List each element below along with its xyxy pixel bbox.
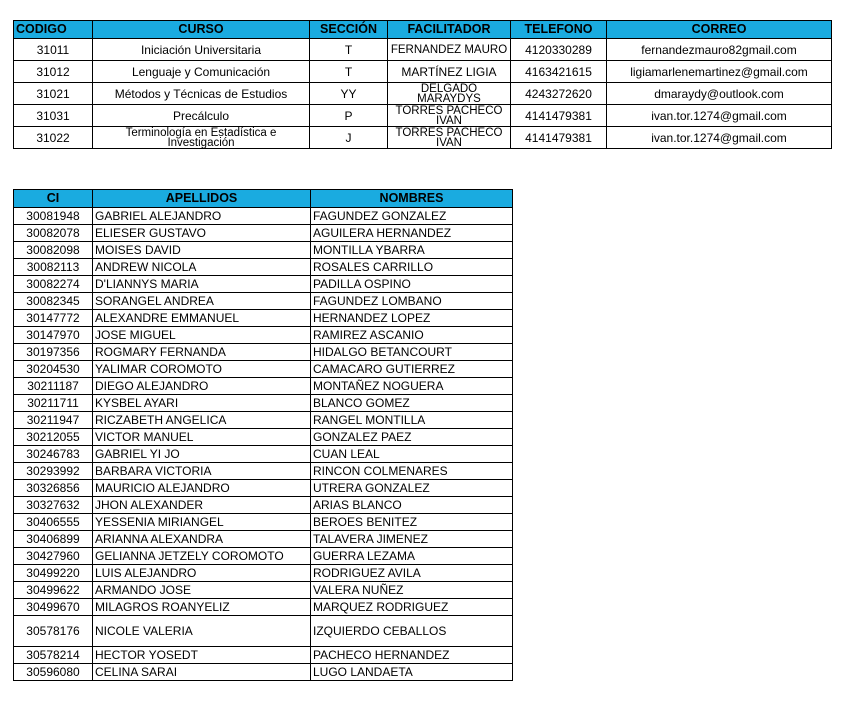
student-apellidos: YALIMAR COROMOTO bbox=[93, 361, 311, 378]
course-facilitador: TORRES PACHECO IVAN bbox=[388, 105, 511, 127]
student-nombres: PADILLA OSPINO bbox=[311, 276, 513, 293]
student-apellidos: MAURICIO ALEJANDRO bbox=[93, 480, 311, 497]
student-ci: 30326856 bbox=[14, 480, 93, 497]
student-nombres: GUERRA LEZAMA bbox=[311, 548, 513, 565]
student-nombres: CUAN LEAL bbox=[311, 446, 513, 463]
student-nombres: FAGUNDEZ LOMBANO bbox=[311, 293, 513, 310]
course-curso: Terminología en Estadística e Investigación bbox=[93, 127, 310, 149]
course-correo: ivan.tor.1274@gmail.com bbox=[607, 105, 832, 127]
student-nombres: FAGUNDEZ GONZALEZ bbox=[311, 208, 513, 225]
student-ci: 30147970 bbox=[14, 327, 93, 344]
student-ci: 30204530 bbox=[14, 361, 93, 378]
student-apellidos: GELIANNA JETZELY COROMOTO bbox=[93, 548, 311, 565]
student-row bbox=[14, 208, 513, 225]
header-correo: CORREO bbox=[607, 21, 832, 39]
header-nombres: NOMBRES bbox=[311, 190, 513, 208]
student-nombres: AGUILERA HERNANDEZ bbox=[311, 225, 513, 242]
student-nombres: ARIAS BLANCO bbox=[311, 497, 513, 514]
course-seccion: YY bbox=[310, 83, 388, 105]
student-nombres: GONZALEZ PAEZ bbox=[311, 429, 513, 446]
student-apellidos: JOSE MIGUEL bbox=[93, 327, 311, 344]
student-apellidos: SORANGEL ANDREA bbox=[93, 293, 311, 310]
students-header-row bbox=[14, 190, 513, 208]
course-codigo: 31021 bbox=[14, 83, 93, 105]
student-ci: 30293992 bbox=[14, 463, 93, 480]
students-table bbox=[13, 189, 513, 681]
student-ci: 30499622 bbox=[14, 582, 93, 599]
course-codigo: 31011 bbox=[14, 39, 93, 61]
student-nombres: BEROES BENITEZ bbox=[311, 514, 513, 531]
student-apellidos: VICTOR MANUEL bbox=[93, 429, 311, 446]
student-row bbox=[14, 497, 513, 514]
student-ci: 30406899 bbox=[14, 531, 93, 548]
student-ci: 30147772 bbox=[14, 310, 93, 327]
course-seccion: T bbox=[310, 39, 388, 61]
student-apellidos: HECTOR YOSEDT bbox=[93, 647, 311, 664]
student-nombres: LUGO LANDAETA bbox=[311, 664, 513, 681]
student-ci: 30082345 bbox=[14, 293, 93, 310]
student-ci: 30211947 bbox=[14, 412, 93, 429]
student-ci: 30578176 bbox=[14, 616, 93, 647]
student-apellidos: GABRIEL YI JO bbox=[93, 446, 311, 463]
student-ci: 30211187 bbox=[14, 378, 93, 395]
header-seccion: SECCIÓN bbox=[310, 21, 388, 39]
header-apellidos: APELLIDOS bbox=[93, 190, 311, 208]
course-seccion: J bbox=[310, 127, 388, 149]
course-facilitador: DELGADO MARAYDYS bbox=[388, 83, 511, 105]
course-facilitador: TORRES PACHECO IVAN bbox=[388, 127, 511, 149]
course-row bbox=[14, 127, 832, 149]
course-telefono: 4141479381 bbox=[511, 105, 607, 127]
student-row bbox=[14, 531, 513, 548]
course-correo: ligiamarlenemartinez@gmail.com bbox=[607, 61, 832, 83]
student-apellidos: YESSENIA MIRIANGEL bbox=[93, 514, 311, 531]
students-body bbox=[14, 208, 513, 681]
course-row bbox=[14, 39, 832, 61]
course-telefono: 4141479381 bbox=[511, 127, 607, 149]
student-row bbox=[14, 395, 513, 412]
student-apellidos: ELIESER GUSTAVO bbox=[93, 225, 311, 242]
student-apellidos: LUIS ALEJANDRO bbox=[93, 565, 311, 582]
courses-header-row bbox=[14, 21, 832, 39]
student-ci: 30082274 bbox=[14, 276, 93, 293]
student-row bbox=[14, 429, 513, 446]
student-row bbox=[14, 446, 513, 463]
student-ci: 30596080 bbox=[14, 664, 93, 681]
header-telefono: TELEFONO bbox=[511, 21, 607, 39]
student-ci: 30499220 bbox=[14, 565, 93, 582]
student-nombres: HIDALGO BETANCOURT bbox=[311, 344, 513, 361]
student-apellidos: ARIANNA ALEXANDRA bbox=[93, 531, 311, 548]
student-row bbox=[14, 664, 513, 681]
student-ci: 30578214 bbox=[14, 647, 93, 664]
student-row bbox=[14, 310, 513, 327]
student-row bbox=[14, 293, 513, 310]
course-facilitador: FERNANDEZ MAURO bbox=[388, 39, 511, 61]
course-row bbox=[14, 61, 832, 83]
student-apellidos: NICOLE VALERIA bbox=[93, 616, 311, 647]
course-curso: Iniciación Universitaria bbox=[93, 39, 310, 61]
header-codigo: CODIGO bbox=[14, 21, 93, 39]
student-nombres: MONTAÑEZ NOGUERA bbox=[311, 378, 513, 395]
course-seccion: T bbox=[310, 61, 388, 83]
student-apellidos: GABRIEL ALEJANDRO bbox=[93, 208, 311, 225]
student-row bbox=[14, 225, 513, 242]
student-row bbox=[14, 242, 513, 259]
student-row bbox=[14, 582, 513, 599]
student-row bbox=[14, 599, 513, 616]
student-nombres: PACHECO HERNANDEZ bbox=[311, 647, 513, 664]
student-row bbox=[14, 344, 513, 361]
course-seccion: P bbox=[310, 105, 388, 127]
student-row bbox=[14, 463, 513, 480]
student-nombres: UTRERA GONZALEZ bbox=[311, 480, 513, 497]
student-nombres: RINCON COLMENARES bbox=[311, 463, 513, 480]
student-ci: 30406555 bbox=[14, 514, 93, 531]
student-apellidos: MILAGROS ROANYELIZ bbox=[93, 599, 311, 616]
student-nombres: IZQUIERDO CEBALLOS bbox=[311, 616, 513, 647]
student-row bbox=[14, 548, 513, 565]
student-row bbox=[14, 480, 513, 497]
course-curso: Métodos y Técnicas de Estudios bbox=[93, 83, 310, 105]
student-ci: 30212055 bbox=[14, 429, 93, 446]
student-ci: 30427960 bbox=[14, 548, 93, 565]
student-row bbox=[14, 276, 513, 293]
student-row bbox=[14, 327, 513, 344]
course-correo: dmaraydy@outlook.com bbox=[607, 83, 832, 105]
course-codigo: 31022 bbox=[14, 127, 93, 149]
course-codigo: 31012 bbox=[14, 61, 93, 83]
course-telefono: 4163421615 bbox=[511, 61, 607, 83]
student-nombres: BLANCO GOMEZ bbox=[311, 395, 513, 412]
course-correo: fernandezmauro82gmail.com bbox=[607, 39, 832, 61]
student-apellidos: RICZABETH ANGELICA bbox=[93, 412, 311, 429]
student-nombres: RODRIGUEZ AVILA bbox=[311, 565, 513, 582]
student-ci: 30081948 bbox=[14, 208, 93, 225]
student-row bbox=[14, 378, 513, 395]
student-apellidos: KYSBEL AYARI bbox=[93, 395, 311, 412]
courses-table bbox=[13, 20, 832, 149]
student-apellidos: D'LIANNYS MARIA bbox=[93, 276, 311, 293]
header-curso: CURSO bbox=[93, 21, 310, 39]
student-ci: 30082078 bbox=[14, 225, 93, 242]
student-apellidos: BARBARA VICTORIA bbox=[93, 463, 311, 480]
student-nombres: RANGEL MONTILLA bbox=[311, 412, 513, 429]
course-row bbox=[14, 83, 832, 105]
student-nombres: MARQUEZ RODRIGUEZ bbox=[311, 599, 513, 616]
student-row bbox=[14, 361, 513, 378]
student-row bbox=[14, 514, 513, 531]
student-row bbox=[14, 412, 513, 429]
course-correo: ivan.tor.1274@gmail.com bbox=[607, 127, 832, 149]
student-apellidos: ROGMARY FERNANDA bbox=[93, 344, 311, 361]
student-apellidos: ARMANDO JOSE bbox=[93, 582, 311, 599]
student-nombres: HERNANDEZ LOPEZ bbox=[311, 310, 513, 327]
student-ci: 30211711 bbox=[14, 395, 93, 412]
student-ci: 30327632 bbox=[14, 497, 93, 514]
student-apellidos: MOISES DAVID bbox=[93, 242, 311, 259]
header-ci: CI bbox=[14, 190, 93, 208]
student-ci: 30246783 bbox=[14, 446, 93, 463]
student-row bbox=[14, 259, 513, 276]
student-nombres: ROSALES CARRILLO bbox=[311, 259, 513, 276]
course-facilitador: MARTÍNEZ LIGIA bbox=[388, 61, 511, 83]
course-curso: Lenguaje y Comunicación bbox=[93, 61, 310, 83]
student-row bbox=[14, 616, 513, 647]
student-apellidos: CELINA SARAI bbox=[93, 664, 311, 681]
student-apellidos: ALEXANDRE EMMANUEL bbox=[93, 310, 311, 327]
student-apellidos: ANDREW NICOLA bbox=[93, 259, 311, 276]
student-nombres: TALAVERA JIMENEZ bbox=[311, 531, 513, 548]
student-ci: 30082098 bbox=[14, 242, 93, 259]
student-ci: 30082113 bbox=[14, 259, 93, 276]
student-ci: 30499670 bbox=[14, 599, 93, 616]
header-facilitador: FACILITADOR bbox=[388, 21, 511, 39]
course-telefono: 4243272620 bbox=[511, 83, 607, 105]
student-ci: 30197356 bbox=[14, 344, 93, 361]
student-nombres: CAMACARO GUTIERREZ bbox=[311, 361, 513, 378]
student-nombres: MONTILLA YBARRA bbox=[311, 242, 513, 259]
course-curso: Precálculo bbox=[93, 105, 310, 127]
course-row bbox=[14, 105, 832, 127]
student-row bbox=[14, 647, 513, 664]
course-codigo: 31031 bbox=[14, 105, 93, 127]
student-row bbox=[14, 565, 513, 582]
student-apellidos: DIEGO ALEJANDRO bbox=[93, 378, 311, 395]
student-nombres: VALERA NUÑEZ bbox=[311, 582, 513, 599]
student-nombres: RAMIREZ ASCANIO bbox=[311, 327, 513, 344]
course-telefono: 4120330289 bbox=[511, 39, 607, 61]
student-apellidos: JHON ALEXANDER bbox=[93, 497, 311, 514]
